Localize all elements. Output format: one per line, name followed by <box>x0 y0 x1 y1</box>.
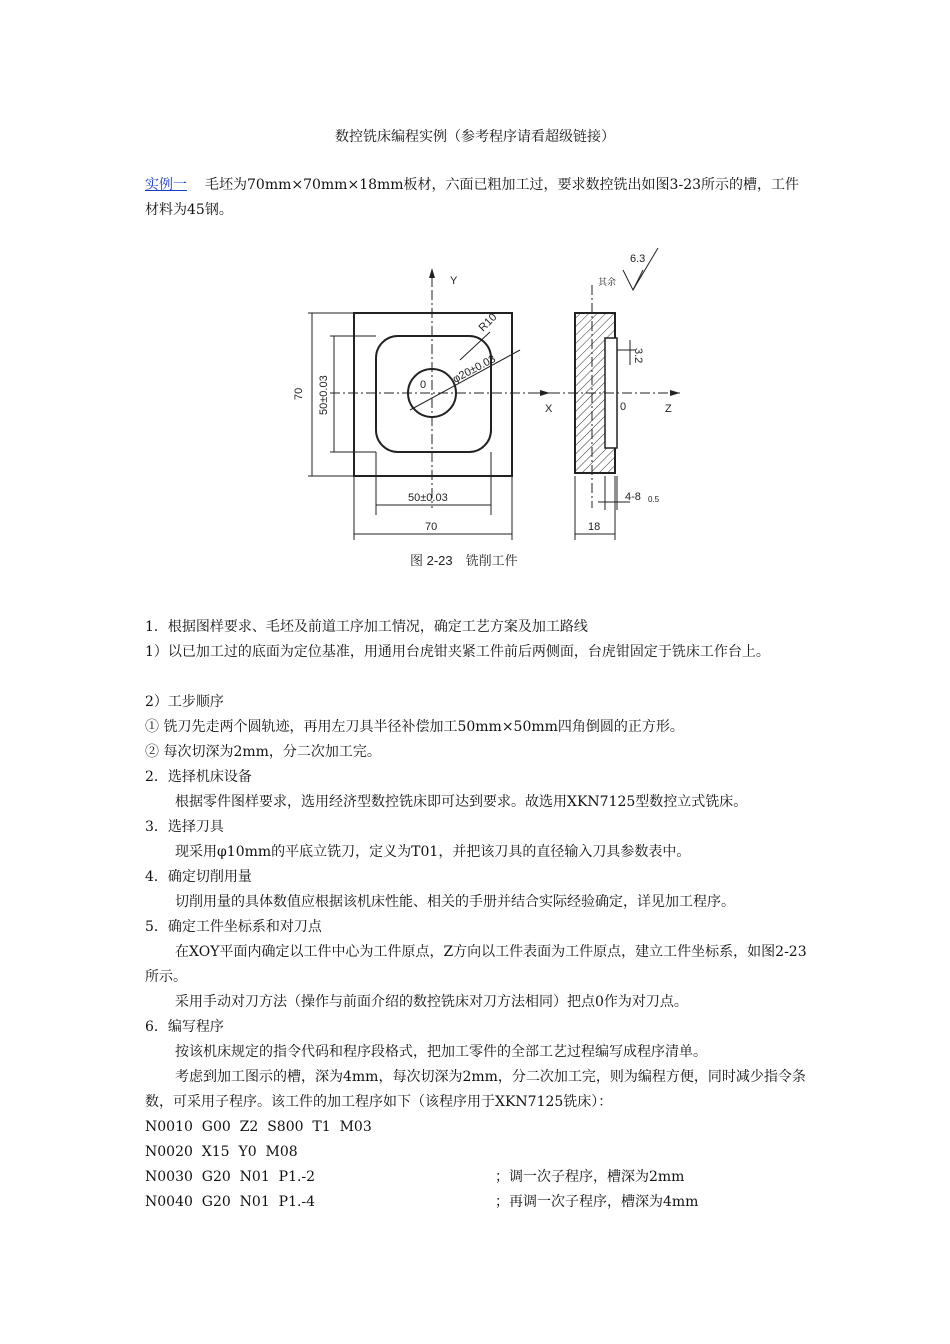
program-line: N0040 G20 N01 P1.-4 <box>145 1194 316 1210</box>
program-comment: ；再调一次子程序，槽深为4mm <box>495 1194 699 1210</box>
slot-height-label: 3.2 <box>632 348 644 364</box>
example-one-link[interactable]: 实例一 <box>145 177 187 193</box>
intro-text: 毛坯为70mm×70mm×18mm板材，六面已粗加工过，要求数控铣出如图3-23所示的槽，工件材料为45钢。 <box>145 177 800 218</box>
outer-width-label: 70 <box>425 521 438 533</box>
paragraph: 1）以已加工过的底面为定位基准，用通用台虎钳夹紧工件前后两侧面，台虎钳固定于铣床工作台上。 <box>145 644 770 660</box>
roughness-label: 6.3 <box>630 253 646 265</box>
roughness-note: 其余 <box>598 277 617 287</box>
hole-dia-label: φ20±0.03 <box>450 353 498 386</box>
paragraph: ② 每次切深为2mm，分二次加工完。 <box>145 744 381 760</box>
paragraph: 按该机床规定的指令代码和程序段格式，把加工零件的全部工艺过程编写成程序清单。 <box>175 1044 707 1060</box>
section-heading: 1．根据图样要求、毛坯及前道工序加工情况，确定工艺方案及加工路线 <box>145 619 588 635</box>
paragraph: 2）工步顺序 <box>145 694 224 710</box>
paragraph: ① 铣刀先走两个圆轨迹，再用左刀具半径补偿加工50mm×50mm四角倒圆的正方形。 <box>145 719 684 735</box>
section-heading: 6．编写程序 <box>145 1019 224 1035</box>
x-axis-label: X <box>545 403 553 415</box>
paragraph: 在XOY平面内确定以工件中心为工件原点，Z方向以工件表面为工件原点，建立工件坐标系，如图2-23所示。 <box>145 944 807 985</box>
section-heading: 3．选择刀具 <box>145 819 224 835</box>
z-axis-label: Z <box>665 403 672 415</box>
paragraph: 采用手动对刀方法（操作与前面介绍的数控铣床对刀方法相同）把点0作为对刀点。 <box>175 994 688 1010</box>
slot-depth-tol-label: 0.5 <box>648 495 660 504</box>
program-line: N0030 G20 N01 P1.-2 <box>145 1169 316 1185</box>
section-heading: 5．确定工件坐标系和对刀点 <box>145 919 322 935</box>
figure-caption: 图 2-23 铣削工件 <box>410 553 518 568</box>
outer-height-label: 70 <box>293 387 305 400</box>
origin-label-right: 0 <box>620 401 627 413</box>
drawing-figure <box>280 240 700 580</box>
radius-label: R10 <box>476 311 500 335</box>
origin-label-left: 0 <box>420 379 427 391</box>
paragraph: 根据零件图样要求，选用经济型数控铣床即可达到要求。故选用XKN7125型数控立式铣床。 <box>175 794 748 810</box>
paragraph: 现采用φ10mm的平底立铣刀，定义为T01，并把该刀具的直径输入刀具参数表中。 <box>175 844 691 860</box>
section-heading: 4．确定切削用量 <box>145 869 252 885</box>
paragraph: 切削用量的具体数值应根据该机床性能、相关的手册并结合实际经验确定，详见加工程序。 <box>175 894 735 910</box>
inner-height-label: 50±0.03 <box>318 375 330 415</box>
y-axis-label: Y <box>450 275 458 287</box>
program-line: N0010 G00 Z2 S800 T1 M03 <box>145 1119 372 1135</box>
inner-pocket <box>376 336 491 452</box>
slot-depth-label: 4-8 <box>625 491 641 503</box>
thickness-label: 18 <box>588 521 601 533</box>
intro-paragraph <box>145 173 810 223</box>
program-comment: ；调一次子程序，槽深为2mm <box>495 1169 685 1185</box>
milling-part-drawing <box>280 240 700 580</box>
page-title: 数控铣床编程实例（参考程序请看超级链接） <box>335 129 615 145</box>
inner-width-label: 50±0.03 <box>408 492 448 504</box>
section-heading: 2．选择机床设备 <box>145 769 252 785</box>
program-line: N0020 X15 Y0 M08 <box>145 1144 298 1160</box>
paragraph: 考虑到加工图示的槽，深为4mm，每次切深为2mm，分二次加工完，则为编程方便，同时减少指令条数，可采用子程序。该工件的加工程序如下（该程序用于XKN7125铣床）： <box>145 1069 806 1110</box>
